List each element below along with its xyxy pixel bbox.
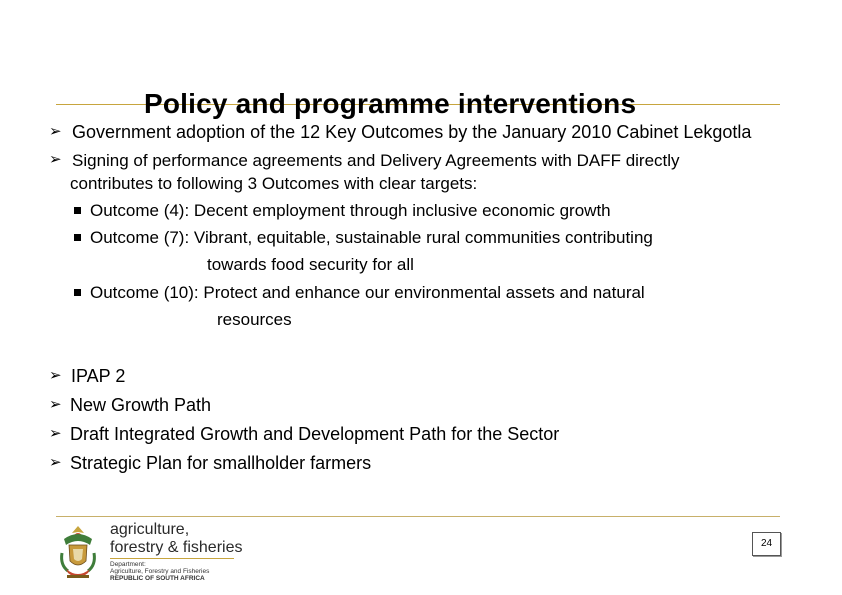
arrow-bullet-icon: ➢: [49, 425, 62, 442]
square-bullet-icon: [74, 234, 81, 241]
coat-of-arms-icon: [58, 523, 98, 585]
bullet-text: Government adoption of the 12 Key Outcomes by the January 2010 Cabinet Lekgotla: [72, 122, 752, 142]
page-title: Policy and programme interventions: [144, 88, 637, 119]
logo-divider: [110, 558, 234, 559]
bullet-text: IPAP 2: [71, 366, 126, 386]
sub-bullet-text: Outcome (10): Protect and enhance our environmental assets and natural: [90, 283, 645, 302]
arrow-bullet-icon: ➢: [49, 367, 62, 384]
bullet-text-continued: contributes to following 3 Outcomes with clear targets:: [70, 174, 478, 193]
sub-bullet-text: Outcome (7): Vibrant, equitable, sustainable rural communities contributing: [90, 228, 653, 247]
sub-bullet-text: Outcome (4): Decent employment through inclusive economic growth: [90, 201, 611, 220]
square-bullet-icon: [74, 289, 81, 296]
sub-bullet-text-continued: resources: [217, 310, 292, 329]
department-logo: [56, 521, 246, 585]
arrow-bullet-icon: ➢: [49, 123, 62, 140]
bullet-text: New Growth Path: [70, 395, 212, 415]
country-name: REPUBLIC OF SOUTH AFRICA: [110, 575, 205, 582]
square-bullet-icon: [74, 207, 81, 214]
bullet-text: Strategic Plan for smallholder farmers: [70, 453, 372, 473]
logo-text-line1: agriculture,: [110, 521, 190, 538]
department-name: Agriculture, Forestry and Fisheries: [110, 568, 210, 575]
arrow-bullet-icon: ➢: [49, 454, 62, 471]
logo-text-line2: forestry & fisheries: [110, 539, 243, 556]
page-number: 24: [752, 532, 781, 556]
department-label: Department:: [110, 561, 146, 568]
arrow-bullet-icon: ➢: [49, 151, 62, 168]
arrow-bullet-icon: ➢: [49, 396, 62, 413]
bullet-text: Draft Integrated Growth and Development Path for the Sector: [70, 424, 560, 444]
sub-bullet-text-continued: towards food security for all: [207, 255, 414, 274]
bullet-text: Signing of performance agreements and Delivery Agreements with DAFF directly: [72, 151, 680, 170]
footer-rule: [56, 516, 780, 517]
